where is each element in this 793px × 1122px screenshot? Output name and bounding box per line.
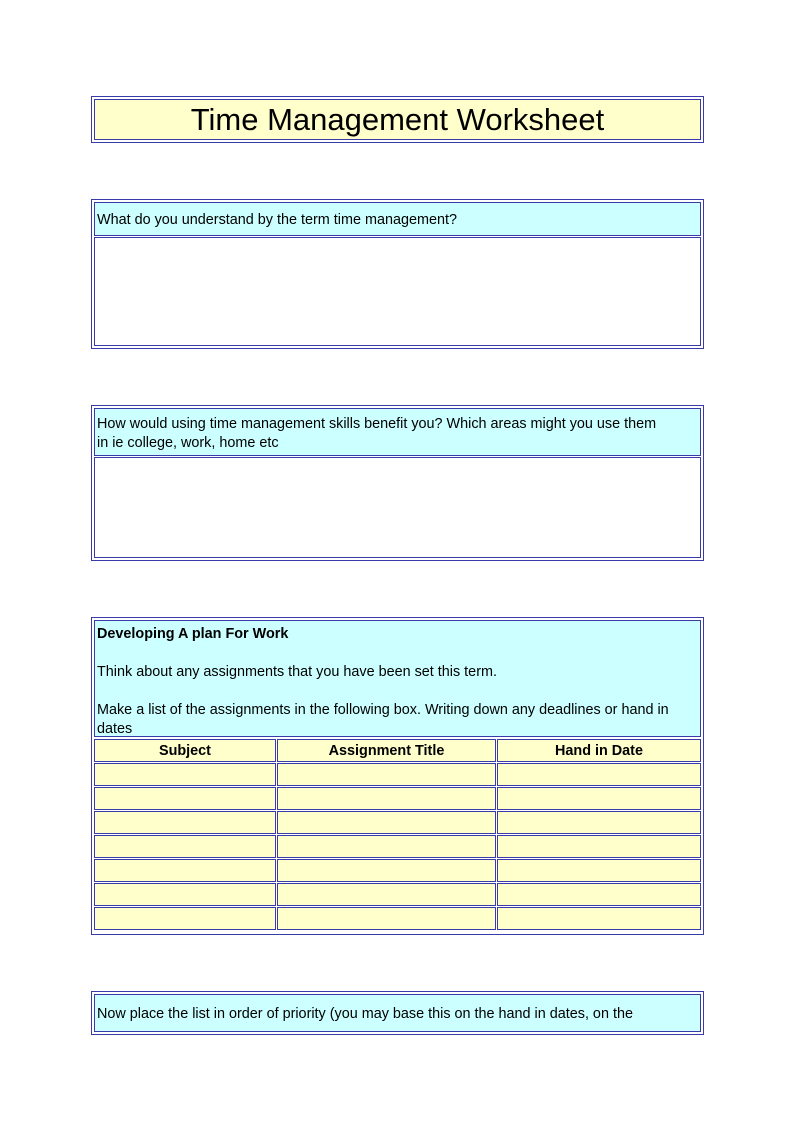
table-cell-hand-in-date[interactable] [497,811,701,834]
table-cell-subject[interactable] [94,811,276,834]
table-cell-assignment-title[interactable] [277,883,496,906]
table-cell-hand-in-date[interactable] [497,787,701,810]
column-header-subject: Subject [94,739,276,762]
title-frame [91,96,704,143]
question2-text: How would using time management skills benefit you? Which areas might you use them in ie college, work, home etc [97,416,657,451]
table-cell-hand-in-date[interactable] [497,883,701,906]
question4-text: Now place the list in order of priority (you may base this on the hand in dates, on the [97,1006,633,1022]
question1-text: What do you understand by the term time management? [97,212,457,228]
column-header-assignment-title: Assignment Title [277,739,496,762]
title-box [94,99,701,140]
table-cell-assignment-title[interactable] [277,907,496,930]
plan-frame [91,617,704,935]
question2-answer-area[interactable] [94,457,701,558]
plan-instructions [94,620,701,737]
table-cell-subject[interactable] [94,883,276,906]
question4-frame [91,991,704,1035]
table-cell-hand-in-date[interactable] [497,763,701,786]
table-cell-subject[interactable] [94,787,276,810]
table-cell-subject[interactable] [94,907,276,930]
question2-frame [91,405,704,561]
plan-heading: Developing A plan For Work [97,626,289,642]
table-cell-hand-in-date[interactable] [497,907,701,930]
question1-header [94,202,701,236]
table-cell-hand-in-date[interactable] [497,835,701,858]
question1-answer-area[interactable] [94,237,701,346]
plan-paragraph-1: Think about any assignments that you have been set this term. [97,664,497,680]
question2-header [94,408,701,456]
table-cell-assignment-title[interactable] [277,859,496,882]
plan-paragraph-2: Make a list of the assignments in the following box. Writing down any deadlines or hand in dates [97,702,669,737]
table-cell-assignment-title[interactable] [277,835,496,858]
table-cell-assignment-title[interactable] [277,763,496,786]
table-cell-hand-in-date[interactable] [497,859,701,882]
question1-frame [91,199,704,349]
table-cell-assignment-title[interactable] [277,811,496,834]
question4-header [94,994,701,1032]
table-cell-subject[interactable] [94,859,276,882]
column-header-hand-in-date: Hand in Date [497,739,701,762]
plan-instructions-text [97,625,670,739]
table-cell-subject[interactable] [94,763,276,786]
table-cell-subject[interactable] [94,835,276,858]
table-cell-assignment-title[interactable] [277,787,496,810]
page-title: Time Management Worksheet [190,101,605,137]
